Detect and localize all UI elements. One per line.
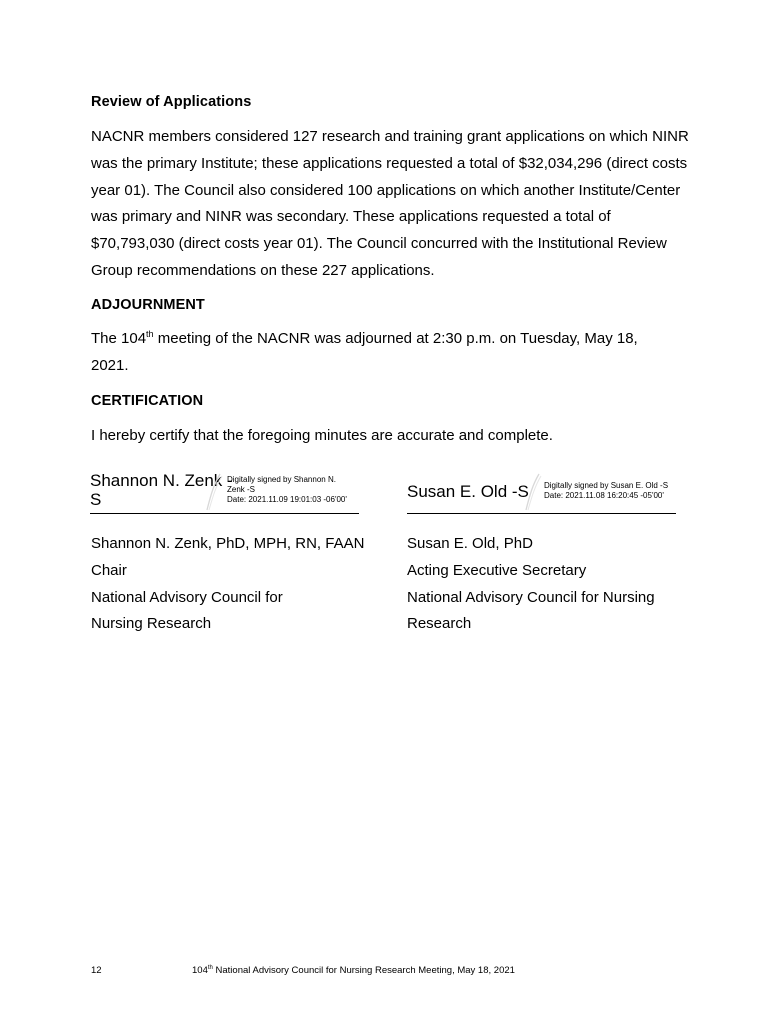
signature-stroke-icon: [522, 472, 544, 512]
review-paragraph: NACNR members considered 127 research and training grant applications on which NINR was the primary Institute; these applications requested a total of $32,034,296 (direct costs year 01). The Council also considered 100 applications on which another Institute/Center was primary and NINR was secondary. These applications requested a total of $70,793,030 (direct costs year 01). The Council concurred with the Institutional Review Group recommendations on these 227 applications.: [91, 128, 689, 279]
signature-name-right: Susan E. Old -S: [407, 482, 529, 501]
adjournment-ordinal-suffix: th: [146, 329, 154, 339]
signer-details-left: [91, 531, 391, 638]
signature-name-left-line2: S: [90, 490, 102, 509]
digital-signature-info-right: [544, 481, 668, 501]
footer-title: [192, 964, 515, 978]
digital-signature-date-left: Date: 2021.11.09 19:01:03 -06'00': [227, 495, 347, 504]
adjournment-paragraph: [91, 326, 661, 380]
signer-title-right: Acting Executive Secretary: [407, 561, 587, 579]
certification-paragraph: I hereby certify that the foregoing minutes are accurate and complete.: [91, 427, 553, 444]
footer-title-suffix: National Advisory Council for Nursing Research Meeting, May 18, 2021: [212, 965, 515, 976]
signer-name-right: Susan E. Old, PhD: [407, 535, 533, 552]
signer-title-left: Chair: [91, 561, 127, 579]
signature-block-right[interactable]: [407, 470, 676, 514]
signer-org-line1-right: National Advisory Council for Nursing: [407, 588, 655, 606]
digital-signature-date-right: Date: 2021.11.08 16:20:45 -05'00': [544, 491, 664, 500]
digital-signature-line1-right: Digitally signed by Susan E. Old -S: [544, 481, 669, 490]
signer-org-line2-right: Research: [407, 615, 472, 633]
signature-name-left-line1: Shannon N. Zenk -: [90, 471, 233, 490]
signer-org-line1-left: National Advisory Council for: [91, 588, 283, 606]
footer-title-prefix: 104: [192, 965, 208, 976]
signature-block-left[interactable]: [90, 470, 359, 514]
adjournment-heading: ADJOURNMENT: [91, 297, 205, 313]
signer-org-line2-left: Nursing Research: [91, 615, 212, 633]
signer-name-left: Shannon N. Zenk, PhD, MPH, RN, FAAN: [91, 535, 365, 552]
signature-stroke-icon: [203, 472, 225, 512]
digital-signature-line2-left: Zenk -S: [227, 485, 256, 494]
review-heading: Review of Applications: [91, 94, 252, 110]
adjournment-text-prefix: The 104: [91, 330, 147, 347]
digital-signature-line1-left: Digitally signed by Shannon N.: [227, 475, 336, 484]
certification-heading: CERTIFICATION: [91, 393, 204, 409]
signer-details-right: [407, 531, 707, 638]
footer-ordinal-suffix: th: [207, 964, 213, 971]
digital-signature-info-left: [227, 475, 347, 505]
page-number: 12: [91, 965, 102, 976]
adjournment-text-suffix: meeting of the NACNR was adjourned at 2:30 p.m. on Tuesday, May 18, 2021.: [91, 330, 638, 374]
